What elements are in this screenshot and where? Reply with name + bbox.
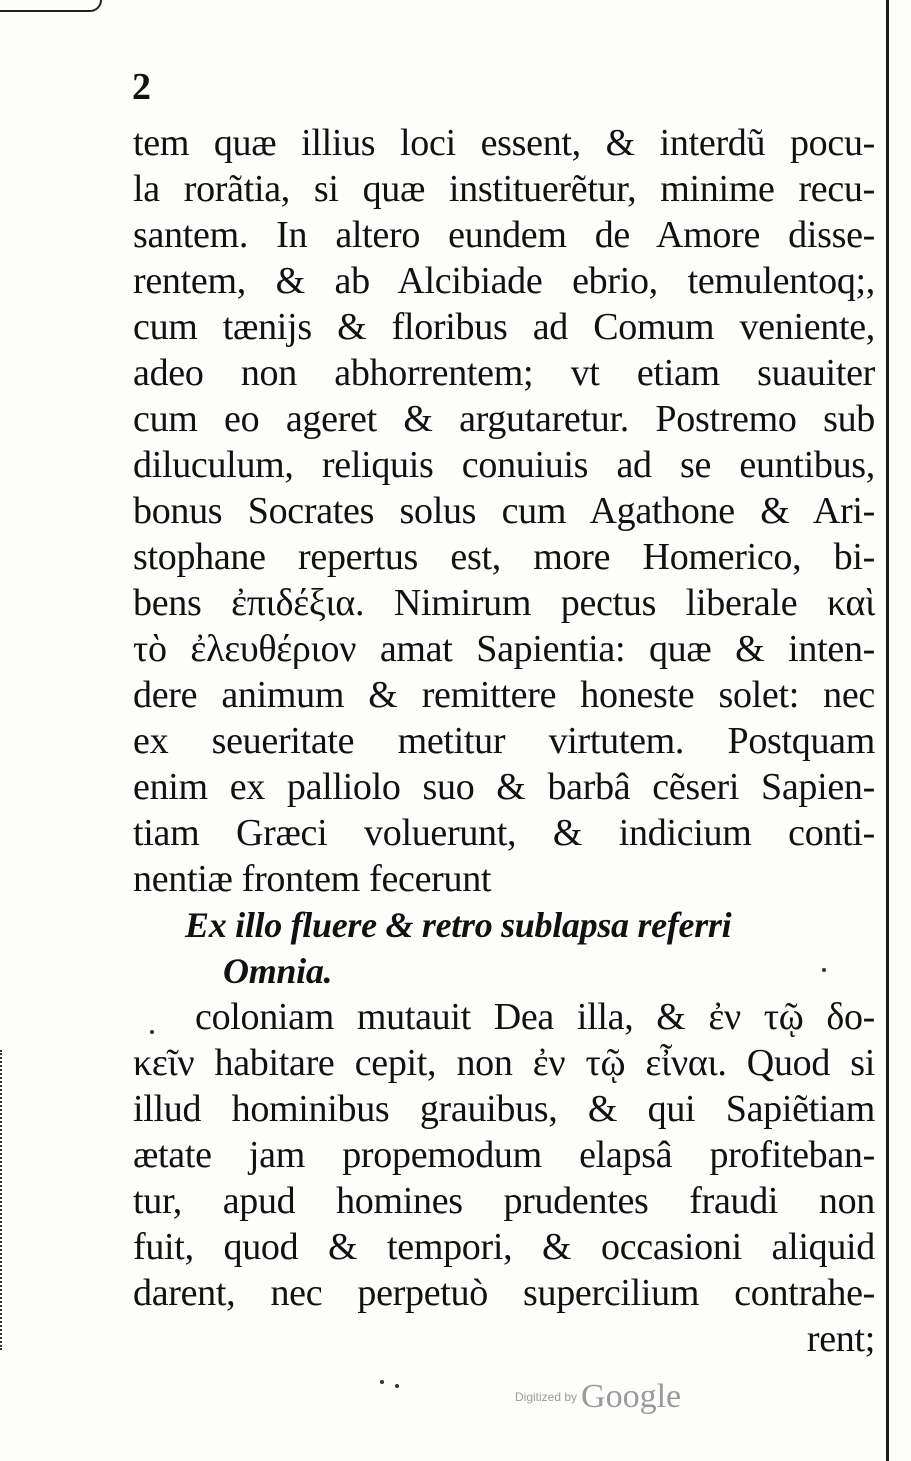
text-line: santem. In altero eundem de Amore disse- (133, 214, 875, 256)
text-line: stophane repertus est, more Homerico, bi- (133, 536, 875, 578)
text-line: tiam Græci voluerunt, & indicium conti- (133, 812, 875, 854)
text-line: bens ἐπιδέξια. Nimirum pectus liberale καὶ (133, 582, 875, 624)
ink-speck (822, 968, 826, 972)
text-line: ætate jam propemodum elapsâ profiteban- (133, 1134, 875, 1176)
text-line: darent, nec perpetuò supercilium contrahe- (133, 1272, 875, 1314)
page-right-edge (886, 0, 889, 1461)
text-line: fuit, quod & tempori, & occasioni aliquid (133, 1226, 875, 1268)
text-line: tur, apud homines prudentes fraudi non (133, 1180, 875, 1222)
ink-speck (150, 1030, 154, 1034)
text-line: bonus Socrates solus cum Agathone & Ari- (133, 490, 875, 532)
quotation-line: Ex illo fluere & retro sublapsa referri (185, 905, 732, 945)
digitized-label: Digitized by (515, 1390, 578, 1404)
page-left-edge-marks (0, 1050, 12, 1350)
text-line: nentiæ frontem fecerunt (133, 858, 492, 900)
catchword: rent; (806, 1318, 875, 1360)
ink-speck (395, 1384, 399, 1388)
text-line: la rorãtia, si quæ instituerẽtur, minime recu- (133, 168, 875, 210)
body-text (133, 120, 875, 1362)
text-line: rentem, & ab Alcibiade ebrio, temulentoq;, (133, 260, 875, 302)
text-line: cum tænijs & floribus ad Comum veniente, (133, 306, 875, 348)
top-border-ornament (0, 0, 102, 12)
text-line: cum eo ageret & argutaretur. Postremo sub (133, 398, 875, 440)
page-number: 2 (132, 66, 151, 108)
text-line: enim ex palliolo suo & barbâ cẽseri Sapien- (133, 766, 875, 808)
text-line: diluculum, reliquis conuiuis ad se euntibus, (133, 444, 875, 486)
text-line: dere animum & remittere honeste solet: nec (133, 674, 875, 716)
quotation-line: Omnia. (223, 951, 333, 991)
text-line: κεῖν habitare cepit, non ἐν τῷ εἶναι. Quod si (133, 1042, 875, 1084)
text-line: τὸ ἐλευθέριον amat Sapientia: quæ & inten- (133, 628, 875, 670)
text-line: adeo non abhorrentem; vt etiam suauiter (133, 352, 875, 394)
text-line: ex seueritate metitur virtutem. Postquam (133, 720, 875, 762)
google-logo: Google (581, 1378, 682, 1415)
text-line: tem quæ illius loci essent, & interdũ pocu- (133, 122, 875, 164)
ink-speck (380, 1380, 384, 1384)
text-line: coloniam mutauit Dea illa, & ἐν τῷ δο- (195, 996, 875, 1038)
digitized-credit (515, 1378, 681, 1416)
text-line: illud hominibus grauibus, & qui Sapiẽtiam (133, 1088, 875, 1130)
